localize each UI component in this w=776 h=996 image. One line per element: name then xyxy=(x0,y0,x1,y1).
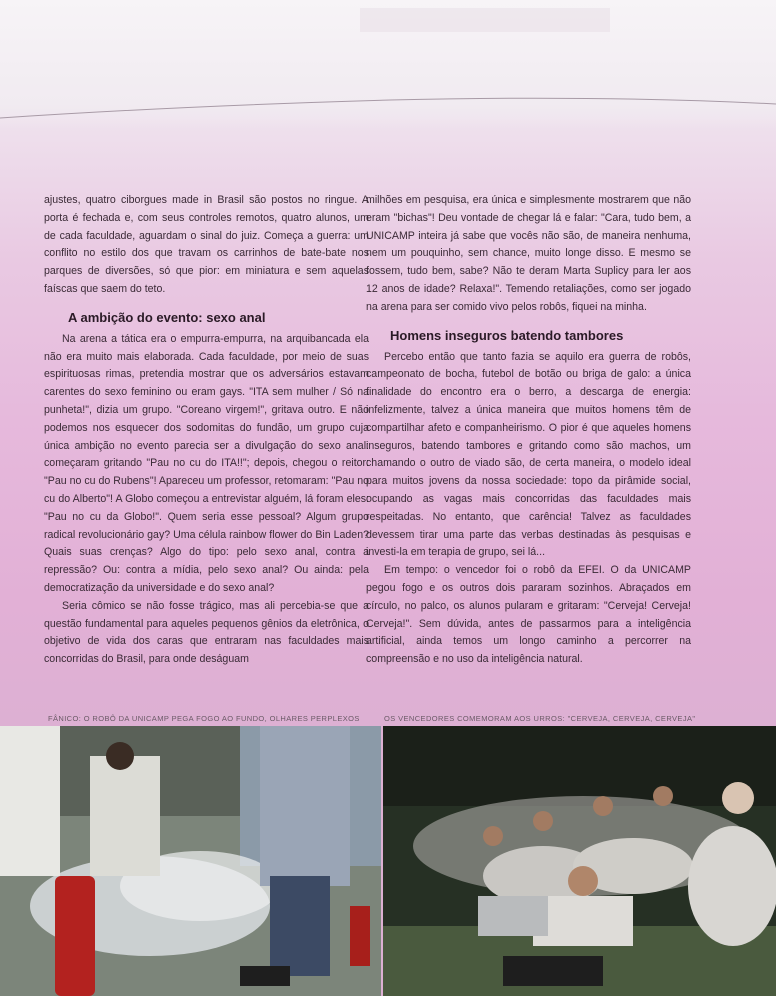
page-fold-top xyxy=(0,0,776,130)
photo-strip xyxy=(0,726,776,996)
caption-left: FÂNICO: O ROBÔ DA UNICAMP PEGA FOGO AO FUNDO, OLHARES PERPLEXOS xyxy=(48,714,360,723)
article-column-right xyxy=(366,192,691,669)
paragraph-intro-left: ajustes, quatro ciborgues made in Brasil são postos no ringue. A porta é fechada e, com seus controles remotos, quatro alunos, um de cada faculdade, aguardam o sinal do juiz. Começa a guerra: um conflito no estilo dos que travam os carrinhos de bate-bate nos parques de diversões, só que pior: em miniatura e sem aquelas faíscas que saem do teto. xyxy=(44,194,369,295)
paragraph-right-2: Em tempo: o vencedor foi o robô da EFEI. O da UNICAMP pegou fogo e os outros dois pararam sozinhos. Abraçados em círculo, no palco, os alunos pularam e gritaram: "Cerveja! Cerveja! Cerveja!". Sem dúvida, antes de passarmos para a inteligência artificial, ainda temos um longo caminho a percorrer na compreensão e no uso da inteligência natural. xyxy=(366,564,691,666)
paragraph-left-1: Na arena a tática era o empurra-empurra, na arquibancada ela não era muito mais elaborada. Cada faculdade, por meio de suas espirituosas rimas, pretendia mostrar que os adversários estavam carentes do sexo feminino ou eram gays. "ITA sem mulher / Só na punheta!", dizia um grupo. "Coreano virgem!", gritava outro. E não podemos nos esquecer dos sodomitas do fundão, um grupo cuja única ambição no evento parecia ser a divulgação do sexo anal: começaram gritando "Pau no cu do ITA!!"; depois, chegou o reitor: "Pau no cu do Rubens"! Apareceu um professor, retomaram: "Pau no cu do Alberto"! A Globo começou a entrevistar alguém, lá foram eles: "Pau no cu da Globo!". Quem seria esse pessoal? Algum grupo radical revolucionário gay? Uma célula rainbow flower do Bin Laden? Quais suas crenças? Algo do tipo: pelo sexo anal, contra a repressão? Ou: contra a mídia, pelo sexo anal? Ou ainda: pela democratização da universidade e do sexo anal? xyxy=(44,332,369,594)
photo-captions xyxy=(0,712,776,726)
caption-right: OS VENCEDORES COMEMORAM AOS URROS: "CERVEJA, CERVEJA, CERVEJA" xyxy=(384,714,696,723)
article-column-left xyxy=(44,192,369,669)
paragraph-right-1: Percebo então que tanto fazia se aquilo era guerra de robôs, campeonato de bocha, futebol de botão ou briga de galo: a única finalidade do encontro era o berro, a descarga de energia: infelizmente, talvez a única maneira que muitos homens têm de compartilhar afeto e companheirismo. O pior é que aqueles homens inseguros, batendo tambores e gritando como são machos, um chamando o outro de viado são, de certa maneira, o modelo ideal para muitos jovens da nossa sociedade: topo da pirâmide social, ocupando as vagas mais concorridas das faculdades mais respeitadas. No entanto, que carência! Talvez as faculdades devessem tirar uma parte das verbas destinadas às pesquisas e investi-la em terapia de grupo, sei lá... xyxy=(366,350,691,559)
section-heading-anal: A ambição do evento: sexo anal xyxy=(68,309,266,325)
paragraph-intro-right: milhões em pesquisa, era única e simplesmente mostrarem que não eram "bichas"! Deu vontade de chegar lá e falar: "Cara, tudo bem, a UNICAMP inteira já sabe que vocês não são, de maneira nenhuma, nem um pouquinho, sem chance, muito longe disso. E mesmo se fossem, tudo bem, sabe? Não te deram Marta Suplicy para ler aos 12 anos de idade? Relaxa!". Temendo retaliações, como ser jogado na arena para ser comido vivo pelos robôs, fiquei na minha. xyxy=(366,194,691,313)
paragraph-left-2: Seria cômico se não fosse trágico, mas ali percebia-se que a questão fundamental para aqueles pequenos gênios da eletrônica, o objetivo de vida dos caras que entraram nas faculdades mais concorridas do Brasil, para onde deságuam xyxy=(44,599,369,666)
photo-fire-extinguisher xyxy=(0,726,381,996)
page-fold-line xyxy=(0,0,776,130)
photo-celebrating-students xyxy=(383,726,776,996)
section-heading-tambores: Homens inseguros batendo tambores xyxy=(390,327,624,343)
